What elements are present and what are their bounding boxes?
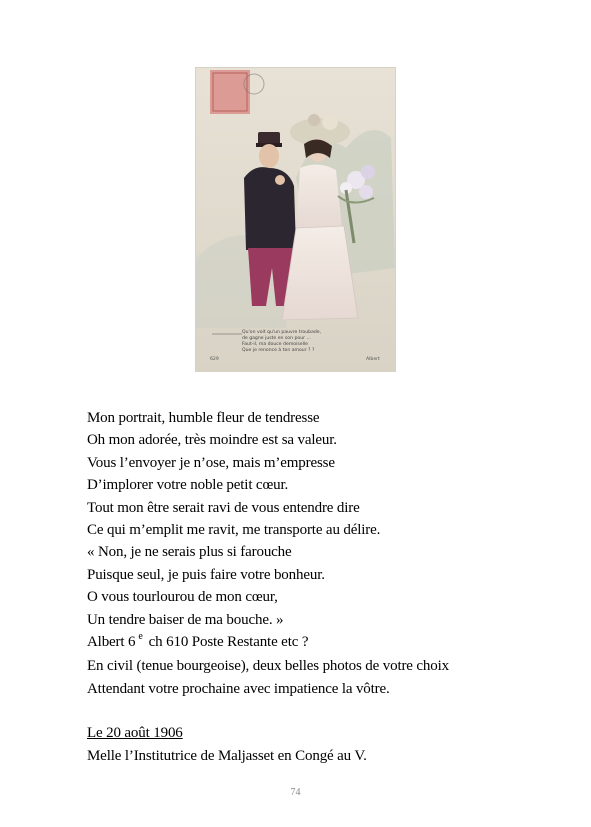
signature-superscript: e xyxy=(138,631,143,643)
next-entry-addressee: Melle l’Institutrice de Maljasset en Congé au V. xyxy=(87,747,367,764)
poem-line: Oh mon adorée, très moindre est sa valeur. xyxy=(87,432,337,449)
poem-line: Un tendre baiser de ma bouche. » xyxy=(87,611,284,628)
poem-line: Puisque seul, je puis faire votre bonheur. xyxy=(87,566,325,583)
poem-line: O vous tourlourou de mon cœur, xyxy=(87,589,278,606)
signature-rest: ch 610 Poste Restante etc ? xyxy=(148,634,309,651)
civil-line: En civil (tenue bourgeoise), deux belles photos de votre choix xyxy=(87,658,449,675)
caption-line: Faut-il, ma douce demoiselle xyxy=(242,342,308,347)
spacer xyxy=(87,700,557,722)
postcard-publisher: Albert xyxy=(366,357,380,362)
poem-line: « Non, je ne serais plus si farouche xyxy=(87,544,292,561)
next-entry-date xyxy=(87,722,557,744)
poem-line: Tout mon être serait ravi de vous entendre dire xyxy=(87,499,360,516)
poem-text xyxy=(87,407,557,767)
date-heading: Le 20 août 1906 xyxy=(87,725,183,742)
poem-line: D’implorer votre noble petit cœur. xyxy=(87,477,289,494)
signature-prefix: Albert 6 xyxy=(87,634,136,651)
postcard-caption xyxy=(242,330,352,354)
signature-line xyxy=(87,631,557,655)
closing-line: Attendant votre prochaine avec impatience la vôtre. xyxy=(87,680,390,697)
poem-line: Vous l’envoyer je n’ose, mais m’empresse xyxy=(87,454,335,471)
poem-line: Mon portrait, humble fleur de tendresse xyxy=(87,410,320,426)
postcard-number: 629 xyxy=(210,357,219,362)
postcard-illustration xyxy=(196,68,395,371)
page-number: 74 xyxy=(290,787,301,798)
postcard-photo xyxy=(195,67,396,372)
caption-line: de gagne juste en son pour ... xyxy=(242,336,311,341)
stamp xyxy=(210,70,250,114)
caption-line: Qu'on voit qu'un pauvre troubade, xyxy=(242,330,322,335)
caption-line: Que je renonce à ton amour ? ? xyxy=(242,348,315,353)
poem-line: Ce qui m’emplit me ravit, me transporte au délire. xyxy=(87,522,381,539)
